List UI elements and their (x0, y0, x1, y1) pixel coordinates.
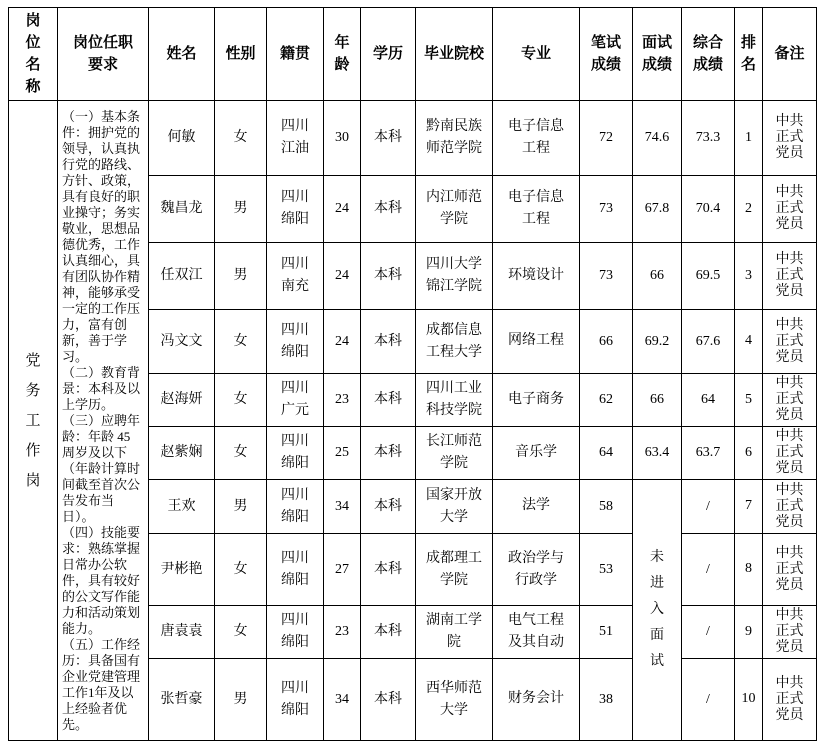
cell-school (416, 101, 493, 176)
cell-age: 24 (324, 176, 361, 243)
cell-school (416, 374, 493, 427)
cell-name: 冯文文 (149, 310, 215, 374)
cell-hometown (267, 243, 324, 310)
rank-text: 7 (745, 498, 752, 514)
header-requirements (58, 8, 149, 101)
cell-rank (735, 427, 763, 480)
cell-remark (763, 606, 817, 659)
hometown-text: 四川南充 (280, 257, 309, 294)
school-text: 四川大学锦江学院 (425, 257, 482, 294)
cell-hometown (267, 101, 324, 176)
cell-major (493, 480, 580, 534)
cell-age: 23 (324, 374, 361, 427)
remark-text: 中共正式党员 (775, 376, 804, 423)
major-text: 音乐学 (514, 444, 557, 460)
cell-gender: 女 (215, 534, 267, 606)
remark-text: 中共正式党员 (775, 608, 804, 655)
remark-text: 中共正式党员 (775, 185, 804, 232)
major-text: 电子商务 (507, 391, 564, 407)
header-remark: 备注 (763, 8, 817, 101)
header-rank-label: 排名 (740, 35, 756, 73)
cell-gender: 女 (215, 374, 267, 427)
cell-age: 24 (324, 310, 361, 374)
cell-education: 本科 (361, 534, 416, 606)
cell-education: 本科 (361, 310, 416, 374)
header-major: 专业 (493, 8, 580, 101)
cell-written-score: 66 (580, 310, 633, 374)
cell-school (416, 659, 493, 741)
header-overall-score-label: 综合成绩 (692, 35, 723, 73)
cell-education: 本科 (361, 659, 416, 741)
requirement-item: （四）技能要求：熟练掌握日常办公软件，具有较好的公文写作能力和活动策划能力。 (62, 524, 141, 636)
cell-interview-score: 67.8 (633, 176, 682, 243)
cell-school (416, 427, 493, 480)
school-text: 西华师范大学 (425, 680, 482, 718)
remark-text: 中共正式党员 (775, 252, 804, 299)
requirement-item: （二）教育背景：本科及以上学历。 (62, 364, 141, 412)
hometown-text: 四川江油 (280, 119, 309, 156)
header-written-score (580, 8, 633, 101)
cell-name: 魏昌龙 (149, 176, 215, 243)
cell-age: 23 (324, 606, 361, 659)
results-table (8, 7, 817, 741)
cell-hometown (267, 606, 324, 659)
cell-name: 任双江 (149, 243, 215, 310)
cell-rank (735, 480, 763, 534)
cell-education: 本科 (361, 374, 416, 427)
cell-age: 34 (324, 480, 361, 534)
cell-interview-score: 69.2 (633, 310, 682, 374)
cell-name: 赵紫娴 (149, 427, 215, 480)
cell-name: 张哲豪 (149, 659, 215, 741)
cell-hometown (267, 480, 324, 534)
school-text: 长江师范学院 (425, 434, 482, 471)
cell-hometown (267, 659, 324, 741)
header-rank (735, 8, 763, 101)
header-hometown: 籍贯 (267, 8, 324, 101)
header-position-name (9, 8, 58, 101)
cell-education: 本科 (361, 606, 416, 659)
cell-interview-score: 66 (633, 243, 682, 310)
cell-gender: 男 (215, 176, 267, 243)
cell-interview-score: 63.4 (633, 427, 682, 480)
cell-education: 本科 (361, 427, 416, 480)
major-text: 网络工程 (507, 333, 564, 349)
hometown-text: 四川绵阳 (280, 434, 309, 471)
header-position-name-label: 岗位名称 (25, 13, 41, 95)
hometown-text: 四川广元 (280, 381, 309, 418)
cell-overall-score: 70.4 (682, 176, 735, 243)
rank-text: 2 (745, 200, 752, 216)
school-text: 内江师范学院 (425, 190, 482, 227)
cell-age: 27 (324, 534, 361, 606)
cell-written-score: 62 (580, 374, 633, 427)
cell-overall-score: / (682, 659, 735, 741)
cell-overall-score: / (682, 534, 735, 606)
cell-overall-score: 73.3 (682, 101, 735, 176)
hometown-text: 四川绵阳 (280, 550, 309, 588)
cell-gender: 女 (215, 606, 267, 659)
cell-name: 赵海妍 (149, 374, 215, 427)
cell-written-score: 73 (580, 243, 633, 310)
hometown-text: 四川绵阳 (280, 613, 309, 650)
cell-major (493, 176, 580, 243)
hometown-text: 四川绵阳 (280, 322, 309, 360)
cell-remark (763, 534, 817, 606)
header-overall-score (682, 8, 735, 101)
cell-rank (735, 659, 763, 741)
major-text: 政治学与行政学 (507, 550, 564, 588)
cell-age: 30 (324, 101, 361, 176)
cell-remark (763, 427, 817, 480)
rank-text: 8 (745, 561, 752, 577)
hometown-text: 四川绵阳 (280, 190, 309, 227)
cell-major (493, 659, 580, 741)
cell-hometown (267, 176, 324, 243)
cell-remark (763, 374, 817, 427)
cell-interview-score: 74.6 (633, 101, 682, 176)
cell-interview-score: 66 (633, 374, 682, 427)
header-education: 学历 (361, 8, 416, 101)
cell-education: 本科 (361, 480, 416, 534)
cell-name: 唐袁袁 (149, 606, 215, 659)
cell-gender: 男 (215, 243, 267, 310)
remark-text: 中共正式党员 (775, 429, 804, 476)
school-text: 成都信息工程大学 (425, 322, 482, 360)
cell-written-score: 51 (580, 606, 633, 659)
cell-age: 34 (324, 659, 361, 741)
cell-rank (735, 101, 763, 176)
cell-overall-score: / (682, 480, 735, 534)
cell-major (493, 606, 580, 659)
cell-school (416, 176, 493, 243)
cell-remark (763, 243, 817, 310)
rank-text: 4 (745, 333, 752, 349)
major-text: 财务会计 (507, 691, 564, 707)
cell-school (416, 534, 493, 606)
cell-gender: 男 (215, 480, 267, 534)
requirement-item: （三）应聘年龄：年龄 45 周岁及以下（年龄计算时间截至首次公告发布当日）。 (62, 412, 141, 524)
school-text: 国家开放大学 (425, 487, 482, 525)
cell-hometown (267, 374, 324, 427)
cell-rank (735, 310, 763, 374)
cell-age: 24 (324, 243, 361, 310)
cell-written-score: 72 (580, 101, 633, 176)
cell-hometown (267, 310, 324, 374)
cell-remark (763, 176, 817, 243)
cell-position-name (9, 101, 58, 741)
cell-education: 本科 (361, 101, 416, 176)
cell-rank (735, 534, 763, 606)
cell-gender: 男 (215, 659, 267, 741)
major-text: 电子信息工程 (507, 119, 564, 156)
cell-hometown (267, 427, 324, 480)
cell-requirements (58, 101, 149, 741)
cell-written-score: 64 (580, 427, 633, 480)
cell-overall-score: 67.6 (682, 310, 735, 374)
cell-rank (735, 606, 763, 659)
cell-name: 尹彬艳 (149, 534, 215, 606)
remark-text: 中共正式党员 (775, 482, 804, 530)
cell-written-score: 58 (580, 480, 633, 534)
cell-written-score: 38 (580, 659, 633, 741)
header-written-score-label: 笔试成绩 (590, 35, 621, 73)
cell-major (493, 243, 580, 310)
header-name: 姓名 (149, 8, 215, 101)
school-text: 黔南民族师范学院 (425, 119, 482, 156)
cell-rank (735, 176, 763, 243)
cell-written-score: 73 (580, 176, 633, 243)
remark-text: 中共正式党员 (775, 675, 804, 723)
rank-text: 1 (745, 129, 752, 145)
header-requirements-label: 岗位任职要求 (72, 35, 133, 73)
cell-major (493, 427, 580, 480)
hometown-text: 四川绵阳 (280, 680, 309, 718)
rank-text: 5 (745, 391, 752, 407)
requirement-item: （五）工作经历：具备国有企业党建管理工作1年及以上经验者优先。 (62, 636, 141, 732)
cell-name: 何敏 (149, 101, 215, 176)
cell-written-score: 53 (580, 534, 633, 606)
cell-major (493, 534, 580, 606)
rank-text: 3 (745, 267, 752, 283)
cell-major (493, 374, 580, 427)
cell-overall-score: 69.5 (682, 243, 735, 310)
cell-education: 本科 (361, 243, 416, 310)
major-text: 电子信息工程 (507, 190, 564, 227)
school-text: 四川工业科技学院 (425, 381, 482, 418)
cell-school (416, 243, 493, 310)
cell-gender: 女 (215, 310, 267, 374)
position-name-text: 党务工作岗 (25, 352, 41, 489)
requirement-item: （一）基本条件：拥护党的领导，认真执行党的路线、方针、政策，具有良好的职业操守；务实敬业，思想品德优秀，工作认真细心，具有团队协作精神，能够承受一定的工作压力，富有创新，善于学习。 (62, 108, 141, 364)
header-interview-score-label: 面试成绩 (641, 35, 672, 73)
header-row (9, 8, 817, 101)
cell-remark (763, 659, 817, 741)
school-text: 成都理工学院 (425, 550, 482, 588)
header-interview-score (633, 8, 682, 101)
cell-major (493, 101, 580, 176)
cell-remark (763, 310, 817, 374)
cell-education: 本科 (361, 176, 416, 243)
cell-interview-note (633, 480, 682, 741)
cell-overall-score: 64 (682, 374, 735, 427)
cell-remark (763, 480, 817, 534)
major-text: 电气工程及其自动 (507, 613, 564, 650)
cell-overall-score: 63.7 (682, 427, 735, 480)
cell-school (416, 310, 493, 374)
header-school: 毕业院校 (416, 8, 493, 101)
major-text: 法学 (521, 498, 550, 514)
remark-text: 中共正式党员 (775, 317, 804, 365)
cell-remark (763, 101, 817, 176)
cell-rank (735, 243, 763, 310)
rank-text: 6 (745, 444, 752, 460)
school-text: 湖南工学院 (425, 613, 482, 650)
cell-rank (735, 374, 763, 427)
cell-age: 25 (324, 427, 361, 480)
cell-school (416, 606, 493, 659)
rank-text: 9 (745, 623, 752, 639)
remark-text: 中共正式党员 (775, 114, 804, 161)
table-row (9, 101, 817, 176)
rank-text: 10 (741, 691, 756, 707)
cell-hometown (267, 534, 324, 606)
header-gender: 性别 (215, 8, 267, 101)
remark-text: 中共正式党员 (775, 545, 804, 593)
header-age (324, 8, 361, 101)
hometown-text: 四川绵阳 (280, 487, 309, 525)
cell-school (416, 480, 493, 534)
cell-name: 王欢 (149, 480, 215, 534)
cell-major (493, 310, 580, 374)
interview-note-text: 未进入面试 (650, 550, 664, 669)
major-text: 环境设计 (507, 267, 564, 283)
header-age-label: 年龄 (334, 35, 350, 73)
cell-overall-score: / (682, 606, 735, 659)
cell-gender: 女 (215, 427, 267, 480)
cell-gender: 女 (215, 101, 267, 176)
